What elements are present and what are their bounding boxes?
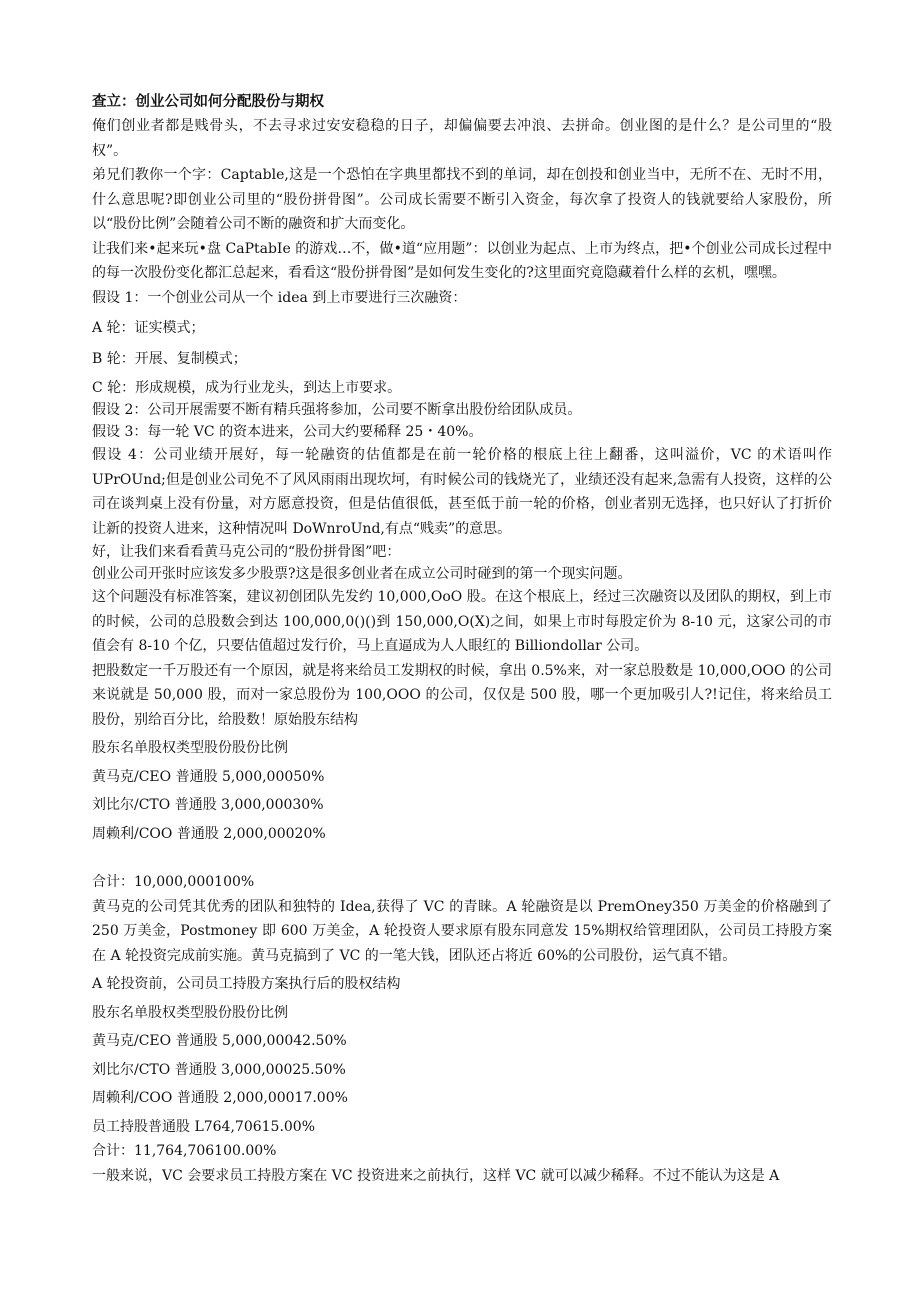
table-row-original-ceo: 黄马克/CEO 普通股 5,000,00050% [92, 768, 325, 785]
document-page [92, 90, 832, 1188]
round-a: A 轮：证实模式； [92, 320, 205, 336]
blank-line [92, 846, 832, 870]
table-header-original: 股东名单股权类型股份股份比例 [92, 740, 288, 756]
table-row-after-esop: 员工持股普通股 L764,70615.00% [92, 1118, 316, 1135]
paragraph-answer: 这个问题没有标准答案，建议初创团队先发约 10,000,OoO 股。在这个根底上，经过三次融资以及团队的期权，到上市的时候，公司的总股数会到达 100,000,0()()到 150,000,O(X)之间，如果上市时每股定价为 8-10 元，这家公司的市值会有 8-10 个亿，只要估值超过发行价，马上直逼成为人人眼红的 Billiondollar 公司。 [92, 589, 832, 654]
table-row-after-ceo: 黄马克/CEO 普通股 5,000,00042.50% [92, 1033, 347, 1049]
assumption-4: 假设 4：公司业绩开展好，每一轮融资的估值都是在前一轮价格的根底上往上翻番，这叫溢价，VC 的术语叫作 UPrOUnd;但是创业公司免不了风风雨雨出现坎坷，有时候公司的钱烧光了，业绩还没有起来,急需有人投资，这样的公司在谈判桌上没有份量，对方愿意投资，但是估值很低，甚至低于前一轮的价格，创业者别无选择，也只好认了打折价让新的投资人进来，这种情况叫 DoWnroUnd,有点“贱卖”的意思。 [92, 447, 832, 537]
table-row-after-cto: 刘比尔/CTO 普通股 3,000,00025.50% [92, 1061, 346, 1078]
table-total-after-esop: 合计：11,764,706100.00% [92, 1143, 277, 1159]
document-title: 查立：创业公司如何分配股份与期权 [92, 94, 324, 110]
paragraph-share-count: 把股数定一千万股还有一个原因，就是将来给员工发期权的时候，拿出 0.5%来，对一家总股数是 10,000,OOO 的公司来说就是 50,000 股，而对一家总股份为 100,OOO 的公司，仅仅是 500 股，哪一个更加吸引人?!记住，将来给员工股份，别给百分比，给股数！原始股东结构 [92, 662, 832, 728]
assumption-1: 假设 1：一个创业公司从一个 idea 到上市要进行三次融资： [92, 289, 467, 306]
paragraph-puzzle-intro: 好，让我们来看看黄马克公司的“股份拼骨图”吧： [92, 544, 401, 560]
paragraph-game: 让我们来•起来玩•盘 CaPtabIe 的游戏…不，做•道“应用题”：以创业为起点、上市为终点，把•个创业公司成长过程中的每一次股份变化都汇总起来，看看这“股份拼骨图”是如何发生变化的?这里面究竟隐藏着什么样的玄机，嘿嘿。 [92, 240, 832, 281]
paragraph-captable: 弟兄们教你一个字：Captable,这是一个恐怕在字典里都找不到的单词，却在创投和创业当中，无所不在、无时不用，什么意思呢?即创业公司里的“股份拼骨图”。公司成长需要不断引入资金，每次拿了投资人的钱就要给人家股份，所以“股份比例”会随着公司不断的融资和扩大而变化。 [92, 167, 832, 232]
table-row-original-coo: 周赖利/COO 普通股 2,000,00020% [92, 825, 326, 842]
round-b: B 轮：开展、复制模式； [92, 350, 247, 367]
paragraph-intro: 俺们创业者都是贱骨头，不去寻求过安安稳稳的日子，却偏偏要去冲浪、去拼命。创业图的是什么？是公司里的“股权”。 [92, 118, 832, 159]
paragraph-question: 创业公司开张时应该发多少股票?这是很多创业者在成立公司时碰到的第一个现实问题。 [92, 566, 632, 582]
round-c: C 轮：形成规模，成为行业龙头，到达上市要求。 [92, 380, 402, 396]
assumption-2: 假设 2：公司开展需要不断有精兵强将参加，公司要不断拿出股份给团队成员。 [92, 402, 582, 418]
table-row-original-cto: 刘比尔/CTO 普通股 3,000,00030% [92, 797, 324, 813]
table-caption-after-esop: A 轮投资前，公司员工持股方案执行后的股权结构 [92, 976, 401, 992]
assumption-3: 假设 3：每一轮 VC 的资本进来，公司大约要稀释 25・40%。 [92, 424, 483, 440]
paragraph-a-round: 黄马克的公司凭其优秀的团队和独特的 Idea,获得了 VC 的青睐。A 轮融资是以 PremOney350 万美金的价格融到了 250 万美金，Postmoney 即 600 万美金，A 轮投资人要求原有股东同意发 15%期权给管理团队，公司员工持股方案在 A 轮投资完成前实施。黄马克搞到了 VC 的一笔大钱，团队还占将近 60%的公司股份，运气真不错。 [92, 898, 832, 964]
table-row-after-coo: 周赖利/COO 普通股 2,000,00017.00% [92, 1090, 348, 1106]
table-header-after-esop: 股东名单股权类型股份股份比例 [92, 1004, 288, 1021]
table-total-original: 合计：10,000,000100% [92, 874, 255, 890]
paragraph-closing: 一般来说，VC 会要求员工持股方案在 VC 投资进来之前执行，这样 VC 就可以减少稀释。不过不能认为这是 A [92, 1167, 780, 1184]
